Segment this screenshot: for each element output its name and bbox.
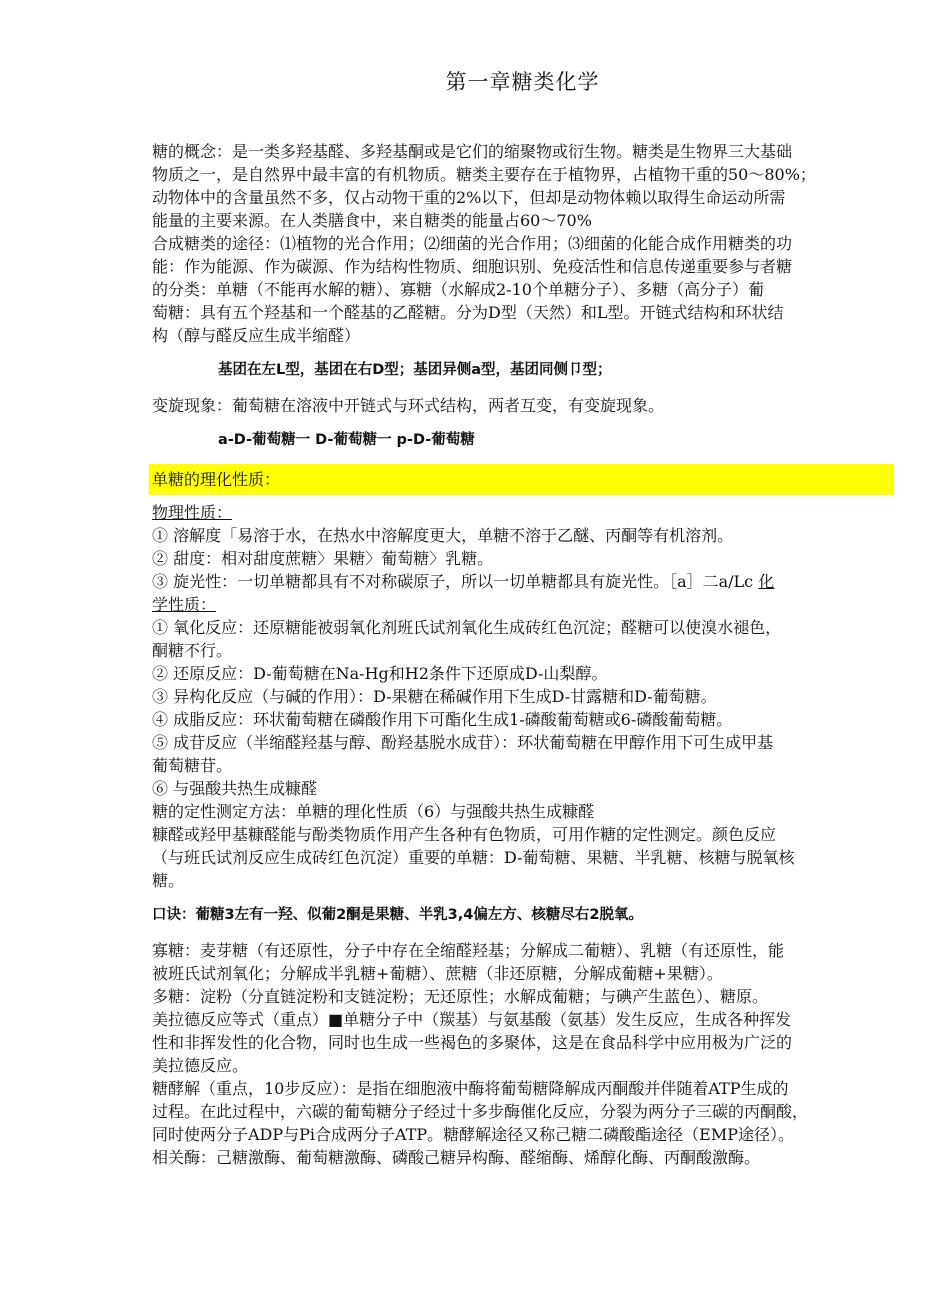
mnemonic-line: 口诀：葡糖3左有一羟、似葡2酮是果糖、半乳3,4偏左方、核糖尽右2脱氧。 <box>152 907 643 923</box>
list-item: ① 溶解度「易溶于水，在热水中溶解度更大，单糖不溶于乙醚、丙酮等有机溶剂。 <box>152 526 734 545</box>
chemical-heading-text: 学性质： <box>152 595 217 614</box>
list-item: ② 还原反应：D-葡萄糖在Na-Hg和H2条件下还原成D-山梨醇。 <box>152 664 608 683</box>
text-line: 合成糖类的途径：⑴植物的光合作用；⑵细菌的光合作用；⑶细菌的化能合成作用糖类的功 <box>152 234 793 253</box>
text-line: 糠醛或羟甲基糠醛能与酚类物质作用产生各种有色物质，可用作糖的定性测定。颜色反应 <box>152 825 777 844</box>
text-line: 寡糖：麦芽糖（有还原性，分子中存在全缩醛羟基；分解成二葡糖）、乳糖（有还原性，能 <box>152 941 785 960</box>
text-line: 物质之一，是自然界中最丰富的有机物质。糖类主要存在于植物界，占植物干重的50〜80%； <box>152 165 816 184</box>
text-line: 过程。在此过程中，六碳的葡萄糖分子经过十多步酶催化反应，分裂为两分子三碳的丙酮酸， <box>152 1102 809 1121</box>
list-item: ① 氧化反应：还原糖能被弱氧化剂班氏试剂氧化生成砖红色沉淀；醛糖可以使溴水褪色， <box>152 618 782 637</box>
text-line: 美拉德反应等式（重点）■单糖分子中（羰基）与氨基酸（氨基）发生反应，生成各种挥发 <box>152 1010 792 1029</box>
text-line: 糖的概念：是一类多羟基醛、多羟基酮或是它们的缩聚物或衍生物。糖类是生物界三大基础 <box>152 142 793 161</box>
mutarotation-line: 变旋现象：葡萄糖在溶液中开链式与环式结构，两者互变，有变旋现象。 <box>152 396 665 415</box>
text-line: 相关酶：己糖激酶、葡萄糖激酶、磷酸己糖异构酶、醛缩酶、烯醇化酶、丙酮酸激酶。 <box>152 1148 761 1167</box>
chemical-heading <box>152 593 894 616</box>
text-line: 的分类：单糖（不能再水解的糖）、寡糖（水解成2-10个单糖分子）、多糖（高分子）葡 <box>152 280 764 299</box>
highlighted-heading: 单糖的理化性质： <box>149 464 894 495</box>
physical-heading <box>152 501 894 524</box>
chemical-heading-start: 化 <box>758 572 775 591</box>
equilibrium-line: a-D-葡萄糖一 D-葡萄糖一 p-D-葡萄糖 <box>218 432 475 448</box>
physical-heading-text: 物理性质： <box>152 503 233 522</box>
text-line: 同时使两分子ADP与Pi合成两分子ATP。糖酵解途径又称己糖二磷酸酯途径（EMP途径）。 <box>152 1125 794 1144</box>
document-body <box>152 140 894 1169</box>
optical-text: ③ 旋光性：一切单糖都具有不对称碳原子，所以一切单糖都具有旋光性。［a］二a/Lc <box>152 572 754 591</box>
text-line: 能量的主要来源。在人类膳食中，来自糖类的能量占60〜70% <box>152 211 592 230</box>
text-line: 被班氏试剂氧化；分解成半乳糖+葡糖）、蔗糖（非还原糖，分解成葡糖+果糖）。 <box>152 964 723 983</box>
text-line: 动物体中的含量虽然不多，仅占动物干重的2%以下，但却是动物体赖以取得生命运动所需 <box>152 188 786 207</box>
list-item: 葡萄糖苷。 <box>152 756 233 775</box>
list-item: ② 甜度：相对甜度蔗糖〉果糖〉葡萄糖〉乳糖。 <box>152 549 494 568</box>
list-item: ⑥ 与强酸共热生成糠醛 <box>152 779 318 798</box>
text-line: 能：作为能源、作为碳源、作为结构性物质、细胞识别、免疫活性和信息传递重要参与者糖 <box>152 257 793 276</box>
list-item <box>152 570 894 593</box>
page-title: 第一章糖类化学 <box>445 70 600 94</box>
list-item: 酮糖不行。 <box>152 641 233 660</box>
text-line: 萄糖：具有五个羟基和一个醛基的乙醛糖。分为D型（天然）和L型。开链式结构和环状结 <box>152 303 784 322</box>
text-line: （与班氏试剂反应生成砖红色沉淀）重要的单糖：D-葡萄糖、果糖、半乳糖、核糖与脱氧核 <box>152 848 795 867</box>
text-line: 美拉德反应。 <box>152 1056 249 1075</box>
text-line: 性和非挥发性的化合物，同时也生成一些褐色的多聚体，这是在食品科学中应用极为广泛的 <box>152 1033 793 1052</box>
text-line: 构（醇与醛反应生成半缩醛） <box>152 326 361 345</box>
list-item: ⑤ 成苷反应（半缩醛羟基与醇、酚羟基脱水成苷）：环状葡萄糖在甲醇作用下可生成甲基 <box>152 733 774 752</box>
group-rule-line: 基团在左L型，基团在右D型；基团异侧a型，基团同侧卩型； <box>218 362 612 378</box>
list-item: ④ 成脂反应：环状葡萄糖在磷酸作用下可酯化生成1-磷酸葡萄糖或6-磷酸葡萄糖。 <box>152 710 733 729</box>
text-line: 糖酵解（重点，10步反应）：是指在细胞液中酶将葡萄糖降解成丙酮酸并伴随着ATP生成的 <box>152 1079 789 1098</box>
text-line: 糖的定性测定方法：单糖的理化性质（6）与强酸共热生成糠醛 <box>152 802 595 821</box>
text-line: 多糖：淀粉（分直链淀粉和支链淀粉；无还原性；水解成葡糖；与碘产生蓝色）、糖原。 <box>152 987 769 1006</box>
text-line: 糖。 <box>152 871 185 890</box>
list-item: ③ 异构化反应（与碱的作用）：D-果糖在稀碱作用下生成D-甘露糖和D-葡萄糖。 <box>152 687 717 706</box>
